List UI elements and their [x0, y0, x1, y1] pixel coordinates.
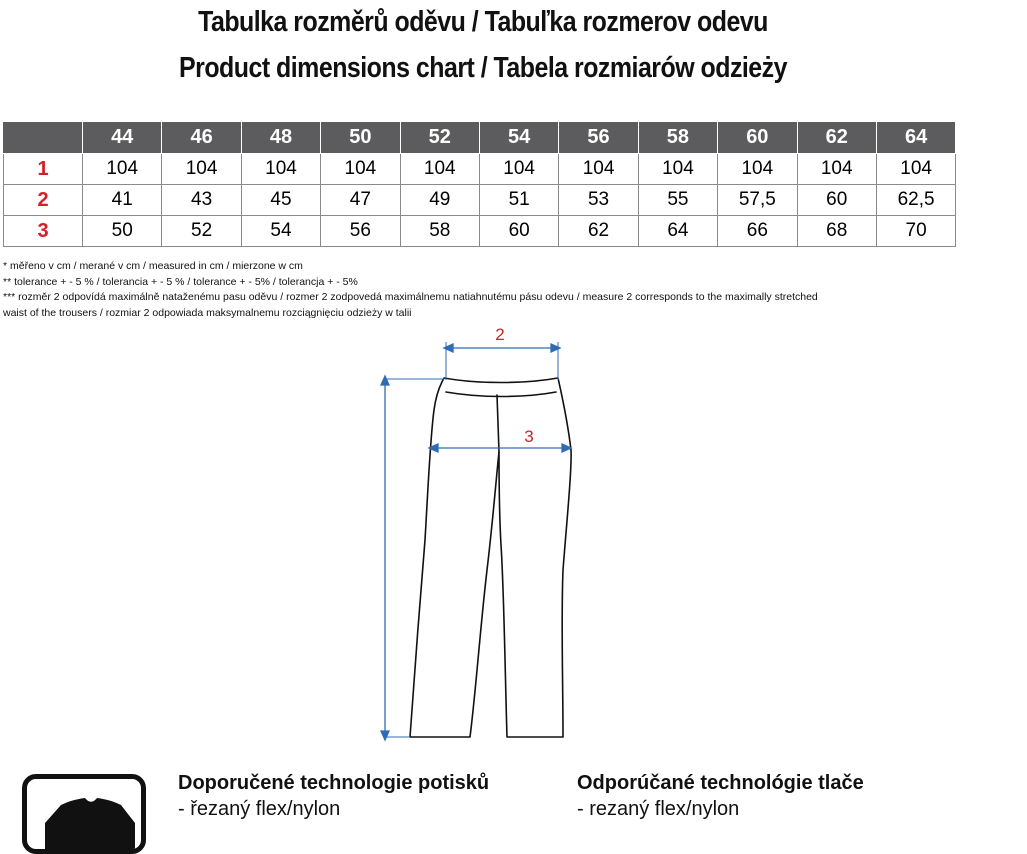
- waistband-bottom: [446, 392, 556, 397]
- table-cell: 66: [718, 216, 797, 247]
- table-cell: 104: [876, 154, 955, 185]
- table-cell: 64: [638, 216, 717, 247]
- table-cell: 41: [83, 185, 162, 216]
- size-header-cell: 44: [83, 122, 162, 154]
- size-header-cell: 54: [479, 122, 558, 154]
- table-cell: 53: [559, 185, 638, 216]
- table-cell: 70: [876, 216, 955, 247]
- table-cell: 104: [797, 154, 876, 185]
- trousers-outline: [410, 378, 571, 737]
- note-waist-stretch: *** rozměr 2 odpovídá maximálně nataženému pasu oděvu / rozmer 2 zodpovedá maximálnemu natiahnutému pásu odevu / measure 2 corresponds to the maximally stretched: [3, 291, 818, 303]
- length-arrow-head-top: [381, 376, 389, 385]
- size-header-cell: 50: [321, 122, 400, 154]
- table-cell: 104: [718, 154, 797, 185]
- table-cell: 51: [479, 185, 558, 216]
- shirt-icon: [27, 779, 146, 854]
- table-cell: 104: [241, 154, 320, 185]
- print-tech-cz: [178, 772, 489, 821]
- print-tech-sk-item: - rezaný flex/nylon: [577, 798, 740, 820]
- table-row: [4, 185, 956, 216]
- table-cell: 49: [400, 185, 479, 216]
- size-header-cell: 56: [559, 122, 638, 154]
- note-tolerance: ** tolerance + - 5 % / tolerancia + - 5 % / tolerance + - 5% / tolerancja + - 5%: [3, 275, 358, 288]
- header-corner-cell: [4, 122, 83, 154]
- print-tech-cz-heading: Doporučené technologie potisků: [178, 772, 490, 794]
- print-tech-sk: [577, 772, 864, 821]
- table-cell: 62,5: [876, 185, 955, 216]
- row-label: 1: [4, 154, 83, 185]
- note-waist-stretch-cont: waist of the trousers / rozmiar 2 odpowiada maksymalnemu rozciągnięciu odzieży w talii: [3, 306, 412, 319]
- table-cell: 104: [321, 154, 400, 185]
- table-cell: 104: [559, 154, 638, 185]
- length-arrow-head-bottom: [381, 731, 389, 740]
- table-cell: 47: [321, 185, 400, 216]
- size-header-row: [4, 122, 956, 154]
- size-header-cell: 58: [638, 122, 717, 154]
- table-cell: 50: [83, 216, 162, 247]
- size-table: [3, 121, 956, 247]
- table-cell: 104: [479, 154, 558, 185]
- size-header-cell: 62: [797, 122, 876, 154]
- table-cell: 45: [241, 185, 320, 216]
- table-cell: 104: [638, 154, 717, 185]
- table-cell: 43: [162, 185, 241, 216]
- size-header-cell: 46: [162, 122, 241, 154]
- print-tech-cz-item: - řezaný flex/nylon: [178, 798, 341, 820]
- waist-arrow-head-left: [444, 344, 453, 352]
- size-header-cell: 60: [718, 122, 797, 154]
- table-cell: 58: [400, 216, 479, 247]
- trousers-diagram: [370, 320, 590, 745]
- page-title-line-1: Tabulka rozměrů oděvu / Tabuľka rozmerov odevu: [198, 6, 768, 38]
- table-cell: 104: [83, 154, 162, 185]
- table-cell: 52: [162, 216, 241, 247]
- size-header-cell: 52: [400, 122, 479, 154]
- table-cell: 57,5: [718, 185, 797, 216]
- table-cell: 60: [797, 185, 876, 216]
- page-title-line-2: Product dimensions chart / Tabela rozmiarów odzieży: [179, 52, 787, 84]
- table-row: [4, 216, 956, 247]
- table-cell: 56: [321, 216, 400, 247]
- note-units: * měřeno v cm / merané v cm / measured in cm / mierzone w cm: [3, 260, 303, 272]
- size-header-cell: 48: [241, 122, 320, 154]
- table-cell: 104: [400, 154, 479, 185]
- center-seam: [497, 395, 499, 452]
- row-label: 2: [4, 185, 83, 216]
- waist-arrow-head-right: [551, 344, 560, 352]
- table-cell: 55: [638, 185, 717, 216]
- size-header-cell: 64: [876, 122, 955, 154]
- table-cell: 60: [479, 216, 558, 247]
- table-cell: 104: [162, 154, 241, 185]
- logo-print-icon: [22, 774, 146, 854]
- waist-measure-label: 2: [495, 325, 505, 344]
- hip-measure-label: 3: [524, 427, 534, 446]
- table-cell: 62: [559, 216, 638, 247]
- table-cell: 54: [241, 216, 320, 247]
- row-label: 3: [4, 216, 83, 247]
- table-row: [4, 154, 956, 185]
- table-cell: 68: [797, 216, 876, 247]
- print-tech-sk-heading: Odporúčané technológie tlače: [577, 772, 864, 794]
- measurement-notes: [3, 259, 1003, 321]
